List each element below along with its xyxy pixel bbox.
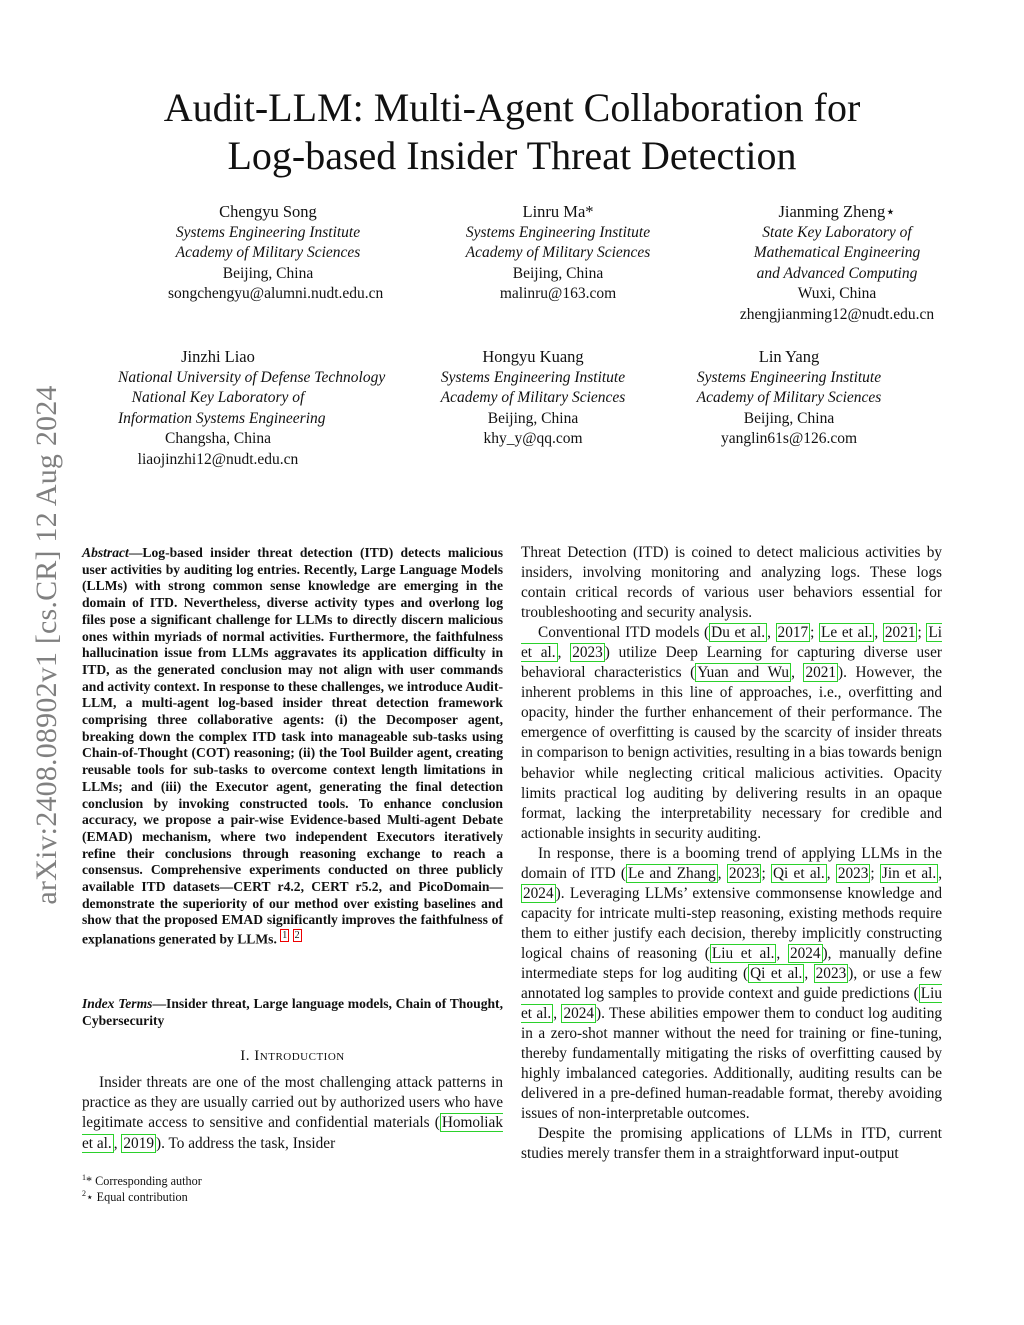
citation-link[interactable]: 2024 — [563, 1005, 595, 1023]
author-email[interactable]: liaojinzhi12@nudt.edu.cn — [137, 450, 299, 468]
abstract — [82, 545, 503, 948]
author-email[interactable]: yanglin61s@126.com — [720, 430, 858, 447]
arxiv-identifier: arXiv:2408.08902v1 [cs.CR] 12 Aug 2024 — [30, 385, 63, 905]
citation-link[interactable]: 2021 — [805, 664, 837, 682]
paper-title: Audit-LLM: Multi-Agent Collaboration for Log-based Insider Threat Detection — [163, 85, 861, 178]
citation-link[interactable]: 2023 — [815, 964, 847, 982]
author-email[interactable]: malinru@163.com — [499, 285, 617, 302]
abstract-text: —Log-based insider threat detection (ITD) detects malicious user activities by auditing log entries. Recently, Large Language Models (LLMs) with strong common sense knowledge are emerging in the domain of ITD. Nevertheless, diverse activity types and overlong log files pose a significant challenge for LLMs to directly discern malicious ones within myriads of normal activities. Furthermore, the faithfulness hallucination issue from LLMs aggravates its application difficulty in ITD, as the generated conclusion may not align with user commands and activity context. In response to these challenges, we introduce Audit-LLM, a multi-agent log-based insider threat detection framework comprising three collaborative agents: (i) the Decomposer agent, breaking down the complex ITD task into manageable sub-tasks using Chain-of-Thought (COT) reasoning; (ii) the Tool Builder agent, creating reusable tools for sub-tasks to overcome context length limitations in LLMs; and (iii) the Executor agent, generating the final detection conclusion by invoking constructed tools. To enhance conclusion accuracy, we propose a pair-wise Evidence-based Multi-agent Debate (EMAD) mechanism, where two independent Executors iteratively refine their conclusions through reasoning exchange to reach a consensus. Comprehensive experiments conducted on three publicly available ITD datasets—CERT r4.2, CERT r5.2, and PicoDomain—demonstrate the superiority of our method over existing baselines and show that the proposed EMAD significantly improves the faithfulness of explanations generated by LLMs. — [82, 545, 503, 947]
citation-link[interactable]: Le et al. — [821, 624, 873, 642]
citation-link[interactable]: Liu et al. — [711, 944, 775, 962]
index-terms: Index Terms—Insider threat, Large language models, Chain of Thought, Cybersecurity — [82, 996, 503, 1028]
citation-link[interactable]: 2023 — [837, 864, 869, 882]
author-email[interactable]: khy_y@qq.com — [483, 430, 583, 447]
paragraph: Threat Detection (ITD) is coined to detect malicious activities by insiders, involving monitoring and analyzing logs. These logs contain critical records of various user behaviors essential for troubleshooting and security analysis. — [521, 544, 942, 622]
author-name: Hongyu Kuang — [482, 347, 584, 366]
citation-link[interactable]: 2024 — [789, 944, 821, 962]
paragraph: Conventional ITD models ( Du et al. , 2017 ; Le et al. , 2021 ; Li et al. , 2023 ) utilize Deep Learning for capturing diverse user behavioral characteristics ( Yuan and Wu , 2021 ). However, the inherent problems in this line of approaches, i.e., overfitting and opacity, hinder the further enhancement of their performance. The emergence of overfitting is caused by the scarcity of insider threats in comparison to benign activities, resulting in a bias towards benign behavior while neglecting critical malicious activities. Opacity limits practical log auditing by delivering results in an opaque format, lacking the interpretability necessary for credible and actionable insights in security auditing. — [521, 624, 943, 842]
footnote: $^2$⋆ Equal contribution — [82, 1189, 188, 1205]
citation-link[interactable]: 2023 — [728, 864, 760, 882]
footnote-link[interactable]: 1 — [282, 930, 288, 942]
author-block: Lin Yang Systems Engineering Institute Academy of Military Sciences Beijing, China yanglin61s@126.com — [689, 347, 889, 450]
citation-link[interactable]: Liu et al. — [521, 985, 942, 1023]
citation-link[interactable]: 2023 — [572, 644, 603, 662]
author-email[interactable]: songchengyu@alumni.nudt.edu.cn — [168, 285, 384, 302]
citation-link[interactable]: Li et al. — [521, 624, 942, 662]
citation-link[interactable]: Le and Zhang — [627, 864, 716, 882]
citation-link[interactable]: 2021 — [884, 624, 916, 642]
citation-link[interactable]: 2019 — [123, 1134, 154, 1152]
citation-link[interactable]: 2024 — [523, 884, 554, 902]
section-heading: I. Introduction — [240, 1048, 345, 1064]
right-column — [521, 543, 942, 1164]
author-name: Jianming Zheng⋆ — [778, 202, 896, 221]
author-name: Lin Yang — [758, 347, 820, 366]
citation-link[interactable]: Yuan and Wu — [697, 664, 790, 682]
citation-link[interactable]: Qi et al. — [750, 964, 803, 982]
author-block: Jinzhi Liao National University of Defense Technology National Key Laboratory of Information Systems Engineering Changsha, China liaojinzhi12@nudt.edu.cn — [118, 347, 318, 470]
author-block: Chengyu Song Systems Engineering Institute Academy of Military Sciences Beijing, China songchengyu@alumni.nudt.edu.cn — [168, 202, 368, 305]
footnote-link[interactable]: 2 — [294, 930, 300, 942]
author-email[interactable]: zhengjianming12@nudt.edu.cn — [739, 305, 935, 323]
citation-link[interactable]: Homoliak et al. — [82, 1114, 503, 1152]
author-name: Jinzhi Liao — [181, 347, 255, 366]
citation-link[interactable]: Qi et al. — [773, 864, 825, 882]
intro-paragraph: Insider threats are one of the most challenging attack patterns in practice as they are usually carried out by authorized users who have legitimate access to sensitive and confidential materials ( Homoliak et al. , 2019 ). To address the task, Insider — [82, 1074, 503, 1152]
paragraph: In response, there is a booming trend of applying LLMs in the domain of ITD ( Le and Zhang , 2023 ; Qi et al. , 2023 ; Jin et al. , 2024 ). Leveraging LLMs’ extensive commonsense knowledge and capacity for intricate multi-step reasoning, existing methods require them to either justify each decision, thereby implicitly constructing logical chains of reasoning ( Liu et al. , 2024 ), manually define intermediate steps for log auditing ( Qi et al. , 2023 ), or use a few annotated log samples to provide context and guide predictions ( Liu et al. , 2024 ). These abilities empower them to conduct log auditing in a zero-shot manner without the need for training or fine-tuning, thereby fundamentally mitigating the risks of overfitting caused by highly imbalanced categories. Additionally, auditing results can be delivered in a pre-defined human-readable format, thereby avoiding issues of non-interpretable outcomes. — [521, 844, 943, 1123]
author-name: Linru Ma* — [522, 202, 594, 221]
citation-link[interactable]: Jin et al. — [881, 864, 937, 882]
author-block: Jianming Zheng⋆ State Key Laboratory of Mathematical Engineering and Advanced Computing Wuxi, China zhengjianming12@nudt.edu.cn — [737, 202, 937, 325]
citation-link[interactable]: 2017 — [777, 624, 809, 642]
author-name: Chengyu Song — [219, 202, 317, 221]
author-block: Hongyu Kuang Systems Engineering Institute Academy of Military Sciences Beijing, China khy_y@qq.com — [433, 347, 633, 450]
citation-link[interactable]: Du et al. — [711, 624, 766, 642]
paragraph: Despite the promising applications of LLMs in ITD, current studies merely transfer them in a straightforward input-output — [521, 1125, 942, 1163]
footnote: $^1$* Corresponding author — [82, 1173, 202, 1189]
author-block: Linru Ma* Systems Engineering Institute Academy of Military Sciences Beijing, China malinru@163.com — [458, 202, 658, 305]
abstract-label: Abstract — [82, 545, 129, 560]
